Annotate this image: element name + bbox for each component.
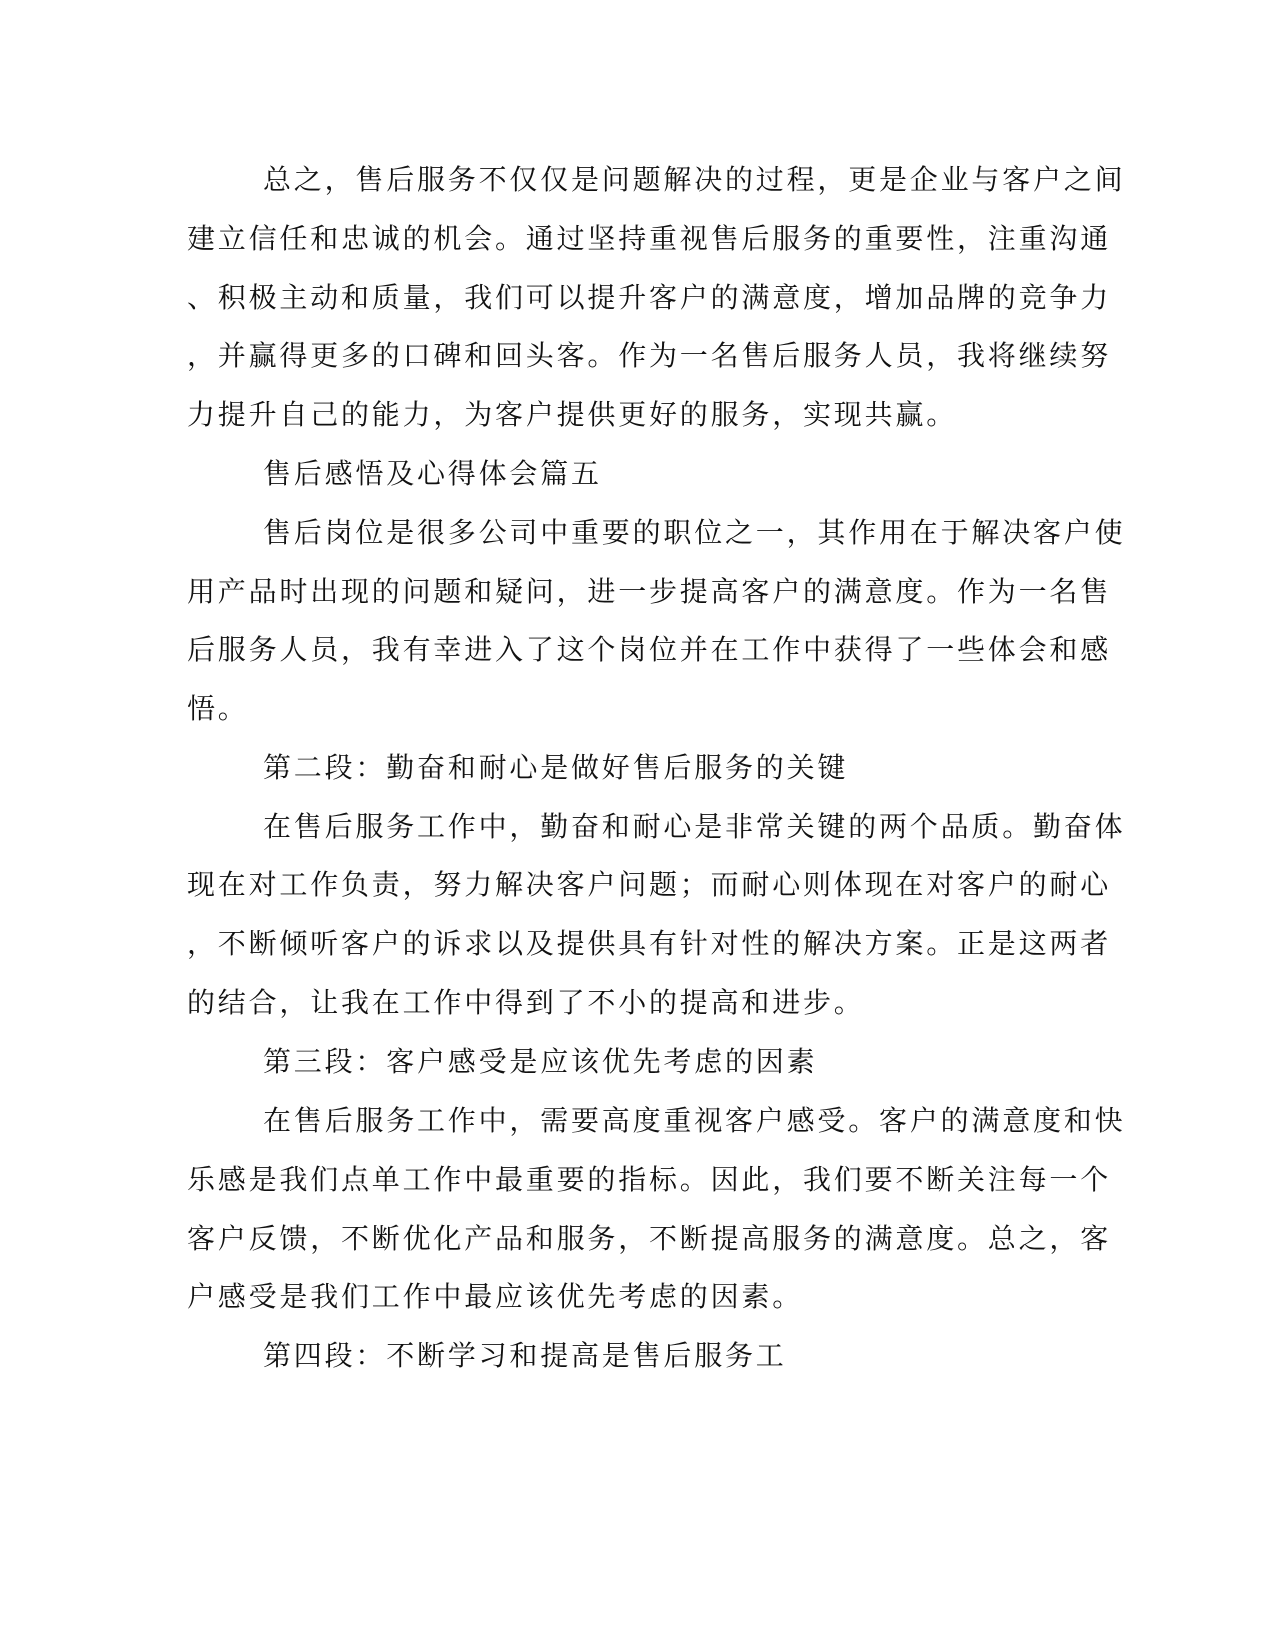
text-line: 用产品时出现的问题和疑问，进一步提高客户的满意度。作为一名售 bbox=[187, 575, 1112, 608]
text-line: 户感受是我们工作中最应该优先考虑的因素。 bbox=[187, 1280, 804, 1313]
text-line: 售后岗位是很多公司中重要的职位之一，其作用在于解决客户使 bbox=[263, 516, 1126, 549]
section-heading-line: 第二段：勤奋和耐心是做好售后服务的关键 bbox=[263, 751, 849, 784]
text-line: 悟。 bbox=[187, 692, 249, 725]
text-line: 的结合，让我在工作中得到了不小的提高和进步。 bbox=[187, 986, 865, 1019]
text-line: ，并赢得更多的口碑和回头客。作为一名售后服务人员，我将继续努 bbox=[187, 339, 1112, 372]
text-line: 现在对工作负责，努力解决客户问题；而耐心则体现在对客户的耐心 bbox=[187, 868, 1112, 901]
text-line: 乐感是我们点单工作中最重要的指标。因此，我们要不断关注每一个 bbox=[187, 1163, 1112, 1196]
text-line: 总之，售后服务不仅仅是问题解决的过程，更是企业与客户之间 bbox=[263, 163, 1126, 196]
text-line: 后服务人员，我有幸进入了这个岗位并在工作中获得了一些体会和感 bbox=[187, 633, 1112, 666]
text-line: 客户反馈，不断优化产品和服务，不断提高服务的满意度。总之，客 bbox=[187, 1222, 1112, 1255]
section-heading-line: 第三段：客户感受是应该优先考虑的因素 bbox=[263, 1045, 818, 1078]
text-line: 力提升自己的能力，为客户提供更好的服务，实现共赢。 bbox=[187, 398, 958, 431]
text-line: 建立信任和忠诚的机会。通过坚持重视售后服务的重要性，注重沟通 bbox=[187, 222, 1112, 255]
text-line: 、积极主动和质量，我们可以提升客户的满意度，增加品牌的竞争力 bbox=[187, 281, 1112, 314]
text-line: 在售后服务工作中，勤奋和耐心是非常关键的两个品质。勤奋体 bbox=[263, 810, 1126, 843]
text-line: 在售后服务工作中，需要高度重视客户感受。客户的满意度和快 bbox=[263, 1104, 1126, 1137]
section-heading-line: 第四段：不断学习和提高是售后服务工 bbox=[263, 1339, 787, 1372]
text-line: ，不断倾听客户的诉求以及提供具有针对性的解决方案。正是这两者 bbox=[187, 927, 1112, 960]
section-title-line: 售后感悟及心得体会篇五 bbox=[263, 457, 602, 490]
